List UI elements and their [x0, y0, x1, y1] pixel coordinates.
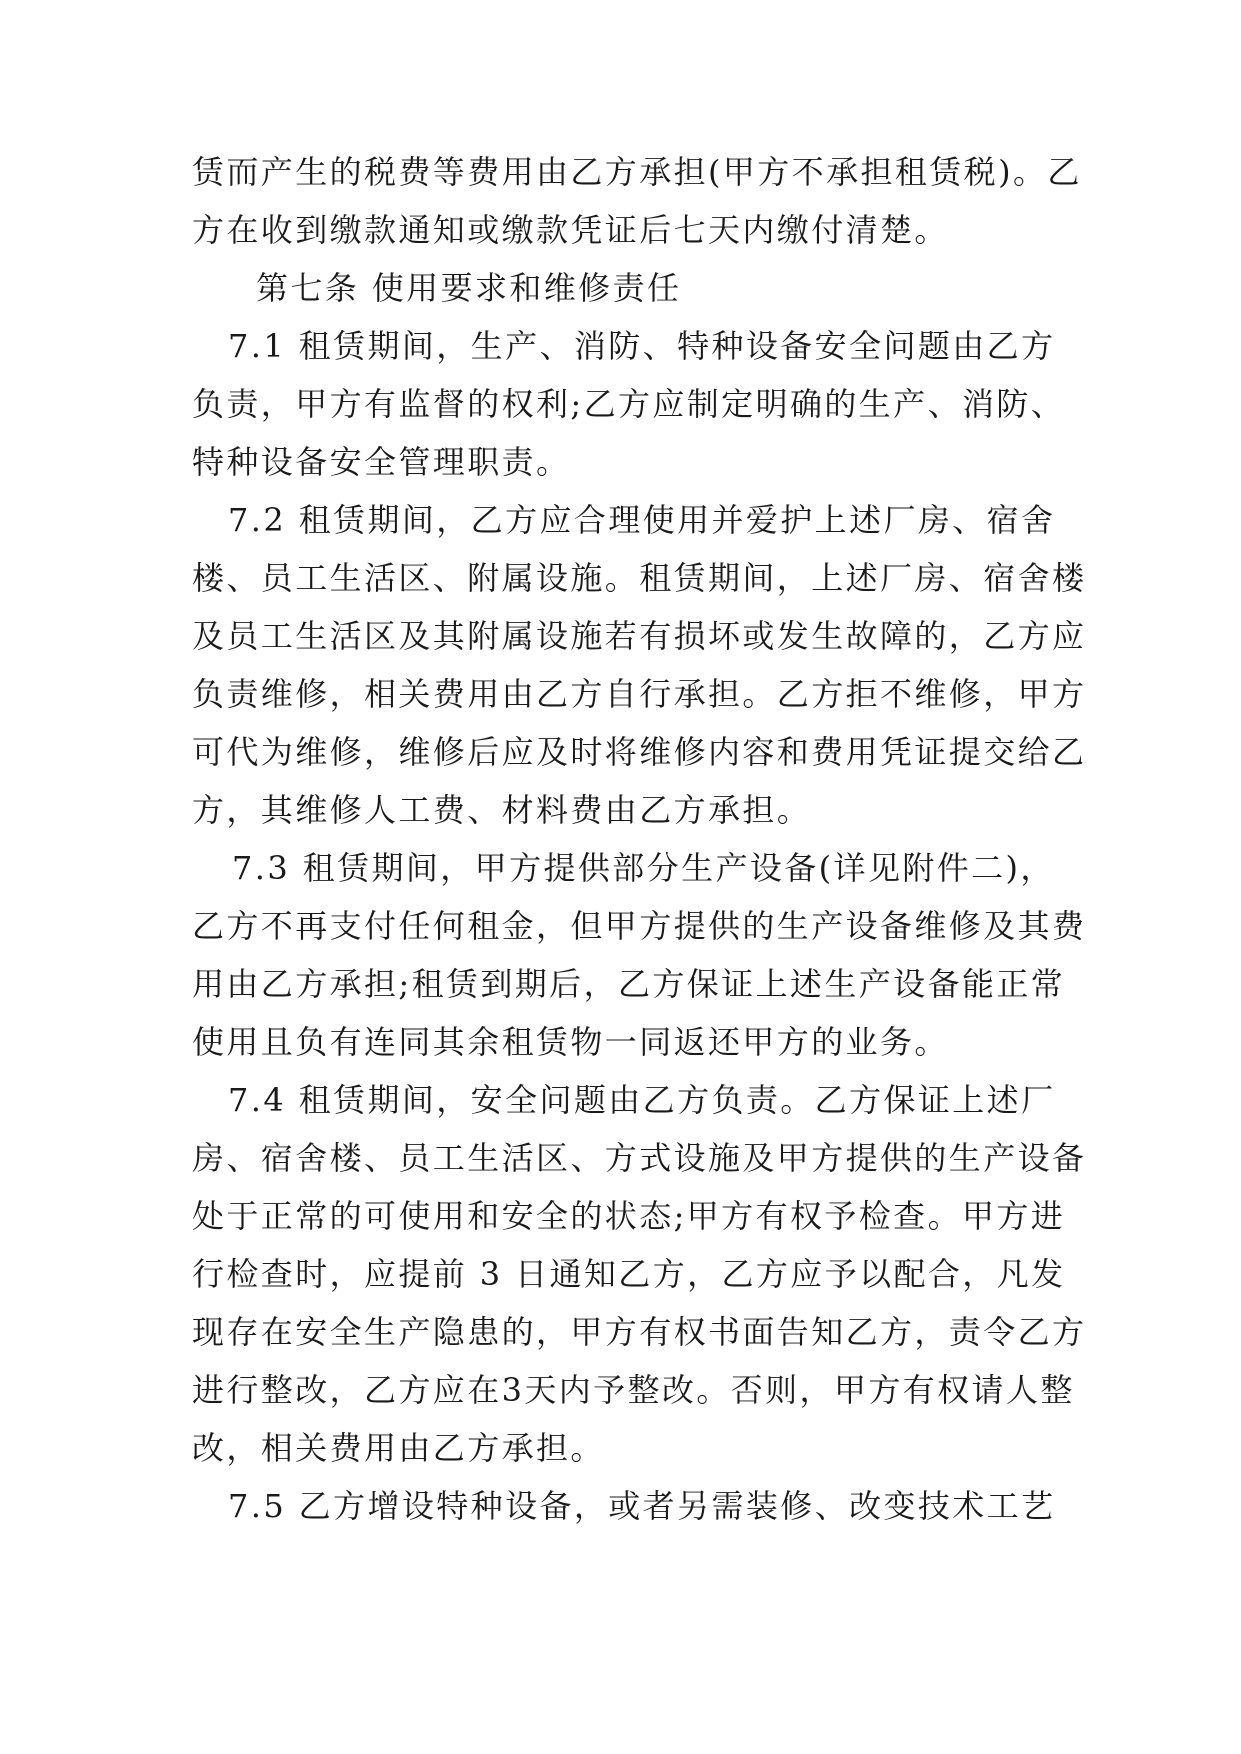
text-line: 可代为维修，维修后应及时将维修内容和费用凭证提交给乙: [192, 733, 1087, 771]
text-line: 使用且负有连同其余租赁物一同返还甲方的业务。: [192, 1023, 949, 1061]
text-line: 方在收到缴款通知或缴款凭证后七天内缴付清楚。: [192, 211, 949, 249]
text-line: 房、宿舍楼、员工生活区、方式设施及甲方提供的生产设备: [192, 1139, 1087, 1177]
section-heading: 第七条 使用要求和维修责任: [256, 269, 682, 307]
text-line: 方，其维修人工费、材料费由乙方承担。: [192, 791, 812, 829]
text-line: 乙方不再支付任何租金，但甲方提供的生产设备维修及其费: [192, 907, 1087, 945]
clause-7-5-first-line: 7.5 乙方增设特种设备，或者另需装修、改变技术工艺: [228, 1487, 1056, 1525]
text-line: 用由乙方承担;租赁到期后，乙方保证上述生产设备能正常: [192, 965, 1066, 1003]
clause-7-4-first-line: 7.4 租赁期间，安全问题由乙方负责。乙方保证上述厂: [228, 1081, 1056, 1119]
text-line: 及员工生活区及其附属设施若有损坏或发生故障的，乙方应: [192, 617, 1087, 655]
text-line: 现存在安全生产隐患的，甲方有权书面告知乙方，责令乙方: [192, 1313, 1087, 1351]
text-line: 处于正常的可使用和安全的状态;甲方有权予检查。甲方进: [192, 1197, 1066, 1235]
text-line: 改，相关费用由乙方承担。: [192, 1429, 605, 1467]
clause-7-1-first-line: 7.1 租赁期间，生产、消防、特种设备安全问题由乙方: [228, 327, 1056, 365]
clause-7-2-first-line: 7.2 租赁期间，乙方应合理使用并爱护上述厂房、宿舍: [228, 501, 1056, 539]
text-line: 行检查时，应提前 3 日通知乙方，乙方应予以配合，凡发: [192, 1255, 1066, 1293]
text-line: 楼、员工生活区、附属设施。租赁期间，上述厂房、宿舍楼: [192, 559, 1087, 597]
text-line: 赁而产生的税费等费用由乙方承担(甲方不承担租赁税)。乙: [192, 153, 1082, 191]
text-line: 特种设备安全管理职责。: [192, 443, 571, 481]
text-line: 负责维修，相关费用由乙方自行承担。乙方拒不维修，甲方: [192, 675, 1087, 713]
text-line: 负责，甲方有监督的权利;乙方应制定明确的生产、消防、: [192, 385, 1066, 423]
text-line: 进行整改，乙方应在3天内予整改。否则，甲方有权请人整: [192, 1371, 1075, 1409]
clause-7-3-first-line: 7.3 租赁期间，甲方提供部分生产设备(详见附件二)，: [232, 849, 1055, 887]
